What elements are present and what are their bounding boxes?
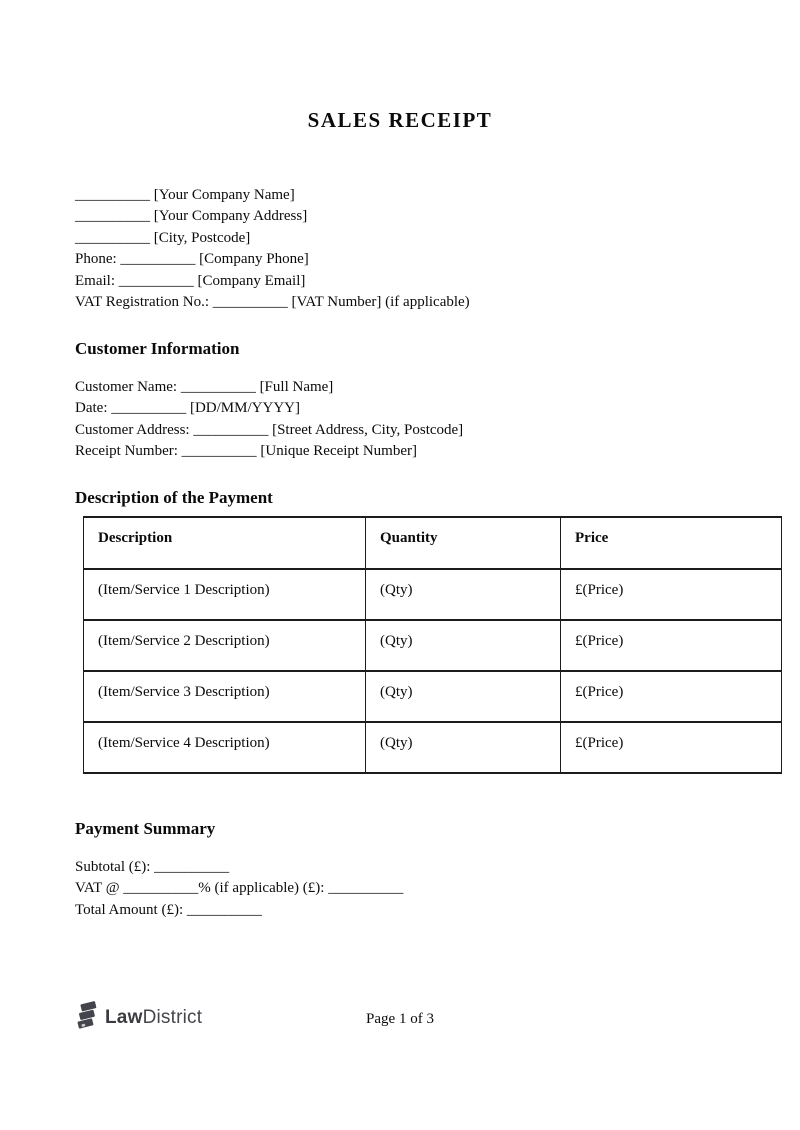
customer-info-block: [75, 377, 463, 463]
item-quantity-cell: (Qty): [366, 722, 561, 773]
receipt-number-line: Receipt Number: __________ [Unique Receipt Number]: [75, 443, 417, 460]
customer-name-line: Customer Name: __________ [Full Name]: [75, 379, 334, 395]
payment-summary-heading: Payment Summary: [75, 819, 216, 838]
company-vat-line: VAT Registration No.: __________ [VAT Number] (if applicable): [75, 294, 470, 311]
payment-description-heading: Description of the Payment: [75, 488, 273, 507]
item-description-cell: (Item/Service 1 Description): [84, 569, 366, 620]
item-quantity-cell: (Qty): [366, 620, 561, 671]
company-email-line: Email: __________ [Company Email]: [75, 272, 306, 289]
table-header-row: [84, 517, 782, 569]
item-description-cell: (Item/Service 2 Description): [84, 620, 366, 671]
company-phone-line: Phone: __________ [Company Phone]: [75, 251, 309, 268]
customer-information-heading: Customer Information: [75, 339, 240, 358]
item-price-cell: £(Price): [561, 620, 782, 671]
page-title: SALES RECEIPT: [307, 108, 493, 132]
company-info-block: [75, 185, 470, 313]
customer-address-line: Customer Address: __________ [Street Address, City, Postcode]: [75, 421, 464, 438]
company-name-line: __________ [Your Company Name]: [75, 187, 295, 203]
item-quantity-cell: (Qty): [366, 569, 561, 620]
table-row: [84, 569, 782, 620]
payment-table: [83, 516, 782, 774]
company-city-postcode-line: __________ [City, Postcode]: [75, 229, 251, 246]
company-address-line: __________ [Your Company Address]: [75, 208, 308, 225]
subtotal-line: Subtotal (£): __________: [75, 859, 230, 875]
item-description-cell: (Item/Service 4 Description): [84, 722, 366, 773]
table-header-price: Price: [561, 517, 782, 569]
brand-text-district: District: [142, 1007, 203, 1028]
payment-summary-block: [75, 857, 403, 921]
item-price-cell: £(Price): [561, 722, 782, 773]
item-quantity-cell: (Qty): [366, 671, 561, 722]
page-number: Page 1 of 3: [366, 1011, 434, 1027]
table-header-quantity: Quantity: [366, 517, 561, 569]
table-row: [84, 722, 782, 773]
brand-text-law: Law: [105, 1007, 143, 1028]
table-row: [84, 671, 782, 722]
vat-line: VAT @ __________% (if applicable) (£): __________: [75, 880, 404, 897]
table-row: [84, 620, 782, 671]
table-header-description: Description: [84, 517, 366, 569]
total-amount-line: Total Amount (£): __________: [75, 901, 262, 918]
date-line: Date: __________ [DD/MM/YYYY]: [75, 400, 300, 417]
item-price-cell: £(Price): [561, 569, 782, 620]
item-price-cell: £(Price): [561, 671, 782, 722]
item-description-cell: (Item/Service 3 Description): [84, 671, 366, 722]
